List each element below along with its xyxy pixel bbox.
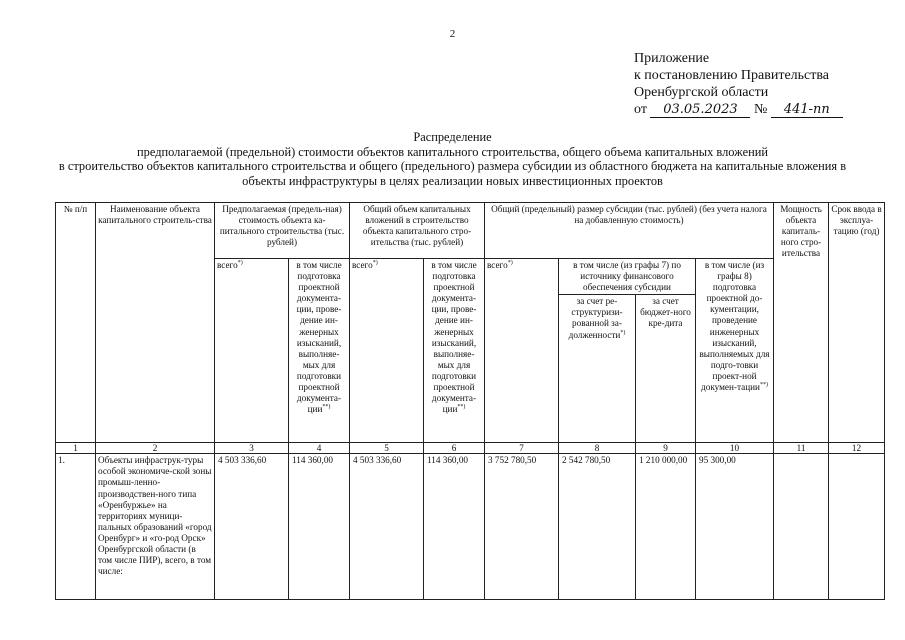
appendix-line-1: Приложение [634, 51, 710, 66]
header-subsidy-total: всего*) [485, 259, 559, 443]
header-name: Наименование объекта капитального строитель-ства [96, 203, 215, 443]
header-invest-total: всего*) [350, 259, 424, 443]
row-num: 1. [56, 454, 96, 600]
column-number: 10 [696, 443, 774, 454]
header-budget-credit: за счет бюджет-ного кре-дита [636, 295, 696, 443]
header-restructured: за счет ре-структуризи-рованной за-долженности*) [559, 295, 636, 443]
header-num: № п/п [56, 203, 96, 443]
row-cost-total: 4 503 336,60 [215, 454, 289, 600]
column-number: 2 [96, 443, 215, 454]
column-number: 7 [485, 443, 559, 454]
title-line-3: в строительство объектов капитального строительства и общего (предельного) размера субсидии из областного бюджета на капитальные вложения в [58, 159, 847, 174]
header-incl-graph7: в том числе (из графы 7) по источнику финансового обеспечения субсидии [559, 259, 696, 295]
header-cost: Предполагаемая (предель-ная) стоимость объекта ка-питального строительства (тыс. рублей) [215, 203, 350, 259]
header-term: Срок ввода в эксплуа-тацию (год) [829, 203, 885, 443]
header-subsidy: Общий (предельный) размер субсидии (тыс. рублей) (без учета налога на добавленную стоимость) [485, 203, 774, 259]
appendix-line-3: Оренбургской области [634, 85, 769, 100]
row-budget-credit: 1 210 000,00 [636, 454, 696, 600]
column-number: 1 [56, 443, 96, 454]
row-restructured: 2 542 780,50 [559, 454, 636, 600]
column-number: 12 [829, 443, 885, 454]
row-pd: 95 300,00 [696, 454, 774, 600]
row-invest-total: 4 503 336,60 [350, 454, 424, 600]
title-line-4: объекты инфраструктуры в целях реализации новых инвестиционных проектов [242, 173, 663, 188]
column-number: 3 [215, 443, 289, 454]
row-term [829, 454, 885, 600]
row-cost-pd: 114 360,00 [289, 454, 350, 600]
row-subsidy-total: 3 752 780,50 [485, 454, 559, 600]
column-number: 6 [424, 443, 485, 454]
header-capacity: Мощность объекта капиталь-ного стро-ительства [774, 203, 829, 443]
appendix-line-2: к постановлению Правительства [634, 68, 830, 83]
document-title [0, 130, 905, 188]
column-number: 8 [559, 443, 636, 454]
header-cost-total: всего*) [215, 259, 289, 443]
column-number: 9 [636, 443, 696, 454]
number-label: № [753, 102, 768, 117]
column-number: 4 [289, 443, 350, 454]
header-cost-pd: в том числе подготовка проектной документа-ции, прове-дение ин-женерных изысканий, выполняе-мых для подготовки проектной документа-ции**) [289, 259, 350, 443]
resolution-number: 441-пп [771, 103, 843, 118]
resolution-date: 03.05.2023 [650, 103, 750, 118]
row-invest-pd: 114 360,00 [424, 454, 485, 600]
header-incl-graph8: в том числе (из графы 8) подготовка проектной до-кументации, проведение инженерных изысканий, выполняемых для подго-товки проект-ной докумен-тации**) [696, 259, 774, 443]
appendix-block [634, 50, 843, 118]
distribution-table [55, 202, 885, 600]
column-numbers-row [56, 443, 885, 454]
column-number: 5 [350, 443, 424, 454]
header-invest-pd: в том числе подготовка проектной документа-ции, прове-дение ин-женерных изысканий, выполняе-мых для подготовки проектной документа-ции**) [424, 259, 485, 443]
from-label: от [634, 102, 647, 117]
column-number: 11 [774, 443, 829, 454]
header-investment: Общий объем капитальных вложений в строительство объекта капитального стро-ительства (тыс. рублей) [350, 203, 485, 259]
title-line-1: Распределение [413, 130, 492, 144]
row-capacity [774, 454, 829, 600]
title-line-2: предполагаемой (предельной) стоимости объектов капитального строительства, общего объема капитальных вложений [137, 144, 768, 159]
row-object-name: Объекты инфраструк-туры особой экономиче-ской зоны промыш-ленно-производствен-ного типа «Оренбуржье» на территориях муници-пальных образований «город Оренбург» и «го-род Орск» Оренбургской области (в том числе ПИР), всего, в том числе: [96, 454, 215, 600]
appendix-date-row [634, 101, 843, 118]
page-number: 2 [449, 28, 456, 40]
table-row [56, 454, 885, 600]
